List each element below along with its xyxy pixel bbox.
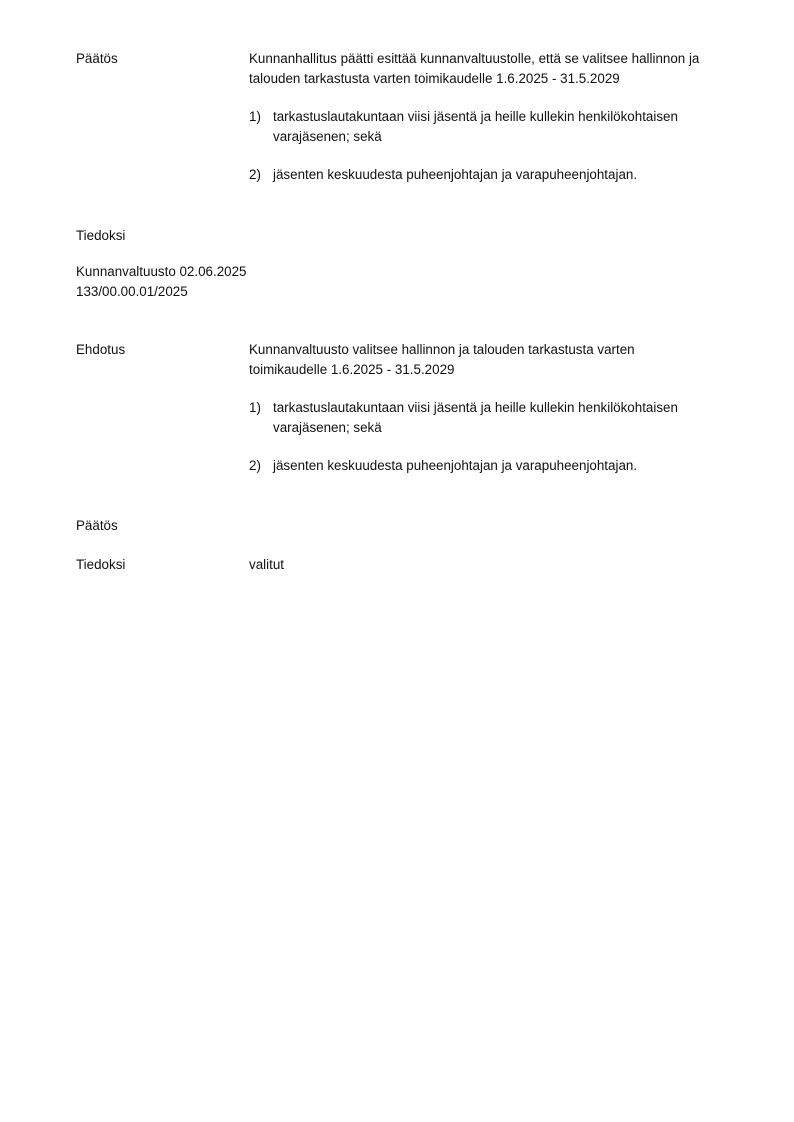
proposal-body — [249, 340, 749, 476]
decision-list-item — [249, 165, 739, 185]
proposal-list-item — [249, 398, 739, 437]
list-item-text: tarkastuslautakuntaan viisi jäsentä ja heille kullekin henkilökohtaisen varajäsenen; sekä — [273, 400, 678, 435]
decision-text: Kunnanhallitus päätti esittää kunnanvaltuustolle, että se valitsee hallinnon ja talouden tarkastusta varten toimikaudelle 1.6.2025 - 31.5.2029 — [249, 51, 700, 86]
list-number: 2) — [249, 167, 261, 182]
list-number: 1) — [249, 109, 261, 124]
section-label-tiedoksi: Tiedoksi — [76, 228, 126, 243]
tiedoksi-value: valitut — [249, 557, 284, 572]
list-item-text: tarkastuslautakuntaan viisi jäsentä ja heille kullekin henkilökohtaisen varajäsenen; sekä — [273, 109, 678, 144]
list-item-text: jäsenten keskuudesta puheenjohtajan ja varapuheenjohtajan. — [273, 167, 638, 182]
list-number: 1) — [249, 400, 261, 415]
section-label-tiedoksi-2: Tiedoksi — [76, 557, 126, 572]
list-item-text: jäsenten keskuudesta puheenjohtajan ja varapuheenjohtajan. — [273, 458, 638, 473]
proposal-list-item — [249, 456, 739, 476]
decision-list-item — [249, 107, 739, 146]
proposal-text: Kunnanvaltuusto valitsee hallinnon ja talouden tarkastusta varten toimikaudelle 1.6.2025 - 31.5.2029 — [249, 342, 635, 377]
meeting-body-date: Kunnanvaltuusto 02.06.2025 — [76, 264, 247, 279]
meeting-reference: 133/00.00.01/2025 — [76, 284, 188, 299]
section-label-ehdotus: Ehdotus — [76, 342, 126, 357]
decision-body — [249, 49, 749, 185]
section-label-paatos: Päätös — [76, 51, 118, 66]
section-label-paatos-2: Päätös — [76, 518, 118, 533]
list-number: 2) — [249, 458, 261, 473]
